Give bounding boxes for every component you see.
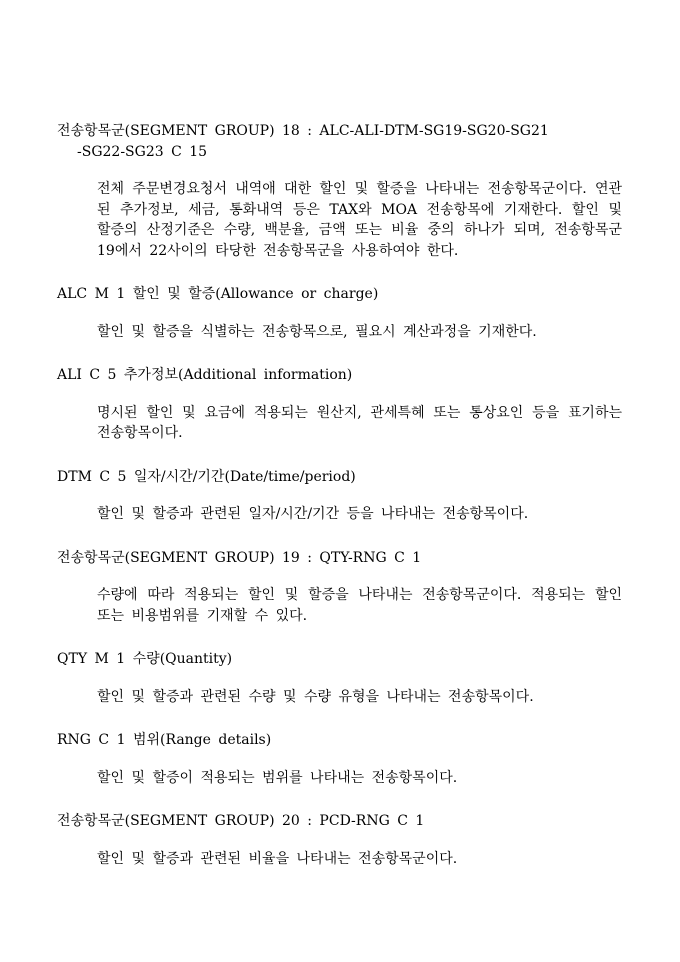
section-qty: [57, 649, 622, 707]
dtm-description: 할인 및 할증과 관련된 일자/시간/기간 등을 나타내는 전송항목이다.: [97, 506, 529, 522]
section-ali: [57, 365, 622, 444]
qty-heading: QTY M 1 수량(Quantity): [57, 651, 233, 667]
section-heading-block: [57, 467, 622, 488]
segment-group-20-heading: 전송항목군(SEGMENT GROUP) 20 : PCD-RNG C 1: [57, 813, 425, 829]
section-heading-block: [57, 365, 622, 386]
segment-group-19-heading: 전송항목군(SEGMENT GROUP) 19 : QTY-RNG C 1: [57, 549, 422, 566]
section-segment-group-18: [57, 121, 622, 261]
dtm-heading: DTM C 5 일자/시간/기간(Date/time/period): [57, 468, 356, 485]
section-heading-block: [57, 730, 622, 751]
segment-group-18-heading: 전송항목군(SEGMENT GROUP) 18 : ALC-ALI-DTM-SG19-SG20-SG21: [57, 123, 549, 139]
section-segment-group-20: [57, 811, 622, 869]
section-rng: [57, 730, 622, 788]
segment-group-18-description: 전체 주문변경요청서 내역애 대한 할인 및 할증을 나타내는 전송항목군이다. 연관된 추가정보, 세금, 통화내역 등은 TAX와 MOA 전송항목에 기재한다. 할인 및 할증의 산정기준은 수량, 백분율, 금액 또는 비율 중의 하나가 되며, 전송항목군 19에서 22사이의 타당한 전송항목군을 사용하여야 한다.: [97, 181, 622, 259]
segment-group-18-heading-continuation: -SG22-SG23 C 15: [77, 143, 208, 160]
qty-description: 할인 및 할증과 관련된 수량 및 수량 유형을 나타내는 전송항목이다.: [97, 688, 534, 705]
ali-description: 명시된 할인 및 요금에 적용되는 원산지, 관세특혜 또는 통상요인 등을 표기하는 전송항목이다.: [97, 404, 622, 441]
section-segment-group-19: [57, 548, 622, 627]
segment-group-20-description: 할인 및 할증과 관련된 비율을 나타내는 전송항목군이다.: [97, 850, 458, 867]
section-heading-block: [57, 811, 622, 832]
section-heading-block: [57, 284, 622, 305]
section-dtm: [57, 467, 622, 525]
section-heading-block: [57, 548, 622, 569]
rng-description: 할인 및 할증이 적용되는 범위를 나타내는 전송항목이다.: [97, 769, 458, 786]
segment-group-19-description: 수량에 따라 적용되는 할인 및 할증을 나타내는 전송항목군이다. 적용되는 할인 또는 비용범위를 기재할 수 있다.: [97, 587, 622, 624]
alc-description: 할인 및 할증을 식별하는 전송항목으로, 필요시 계산과정을 기재한다.: [97, 323, 537, 340]
rng-heading: RNG C 1 범위(Range details): [57, 732, 272, 748]
ali-heading: ALI C 5 추가정보(Additional information): [57, 367, 353, 383]
section-alc: [57, 284, 622, 342]
alc-heading: ALC M 1 할인 및 할증(Allowance or charge): [57, 286, 379, 302]
section-heading-block: [57, 121, 622, 162]
section-heading-block: [57, 649, 622, 670]
